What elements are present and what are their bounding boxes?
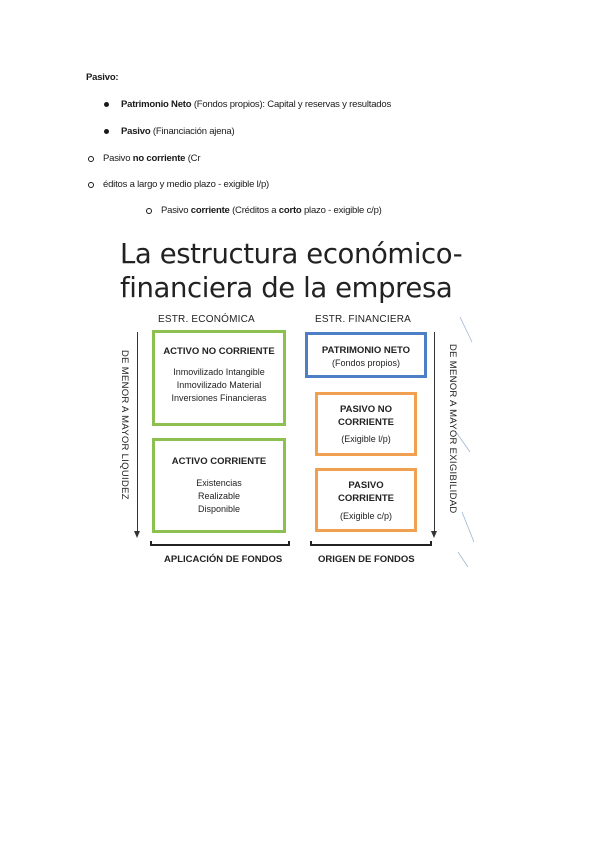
list-item-pasivo <box>121 126 234 137</box>
item-pre: Pasivo <box>103 153 133 164</box>
box-line: Existencias <box>196 478 242 488</box>
item-bold: Patrimonio Neto <box>121 99 192 110</box>
item-bold: corriente <box>190 205 230 216</box>
box-title: PATRIMONIO NETO <box>321 345 411 356</box>
left-arrow-line <box>137 332 138 532</box>
item-mid: (Créditos a <box>229 205 279 216</box>
brace-right <box>310 541 432 546</box>
arrow-down-icon <box>134 531 140 538</box>
box-title: PASIVO <box>348 480 384 491</box>
box-activo-no-corriente <box>152 330 286 426</box>
box-patrimonio-neto <box>305 332 427 378</box>
item-bold: no corriente <box>132 153 186 164</box>
box-title: ACTIVO CORRIENTE <box>171 456 267 467</box>
item-rest: (Financiación ajena) <box>150 126 235 137</box>
bullet-ring-icon <box>88 182 94 188</box>
box-line: (Fondos propios) <box>331 358 401 368</box>
list-item-patrimonio <box>121 99 391 110</box>
bullet-ring-icon <box>146 208 152 214</box>
item-pre: Pasivo <box>161 205 191 216</box>
bullet-dot-icon <box>104 129 109 134</box>
box-line: Realizable <box>197 491 241 501</box>
box-title: ACTIVO NO CORRIENTE <box>163 346 275 357</box>
box-line: Inmovilizado Material <box>176 380 262 390</box>
box-pasivo-corriente <box>315 468 417 532</box>
header-financiera: ESTR. FINANCIERA <box>315 314 411 325</box>
item-rest: (Fondos propios): Capital y reservas y resultados <box>191 99 391 110</box>
list-item-creditos: éditos a largo y medio plazo - exigible l/p) <box>103 179 269 190</box>
footer-origen: ORIGEN DE FONDOS <box>318 554 415 565</box>
item-bold: corto <box>278 205 302 216</box>
side-text-exigibilidad: DE MENOR A MAYOR EXIGIBILIDAD <box>447 344 458 514</box>
box-title: CORRIENTE <box>338 493 394 504</box>
box-line: (Exigible c/p) <box>339 511 393 521</box>
pasivo-heading: Pasivo: <box>86 72 119 83</box>
box-line: Inversiones Financieras <box>171 393 267 403</box>
list-item-corriente <box>161 205 382 216</box>
brace-left <box>150 541 290 546</box>
box-line: Disponible <box>197 504 241 514</box>
item-bold: Pasivo <box>121 126 151 137</box>
item-rest: plazo - exigible c/p) <box>301 205 382 216</box>
item-rest: (Cr <box>185 153 201 164</box>
side-text-liquidez: DE MENOR A MAYOR LIQUIDEZ <box>119 350 130 500</box>
box-line: (Exigible l/p) <box>341 434 391 444</box>
list-item-no-corriente <box>103 153 200 164</box>
structure-figure <box>112 232 476 572</box>
bullet-ring-icon <box>88 156 94 162</box>
box-title: CORRIENTE <box>338 417 394 428</box>
box-activo-corriente <box>152 438 286 533</box>
bullet-dot-icon <box>104 102 109 107</box>
box-pasivo-no-corriente <box>315 392 417 456</box>
footer-aplicacion: APLICACIÓN DE FONDOS <box>164 554 283 565</box>
header-economica: ESTR. ECONÓMICA <box>158 314 255 325</box>
figure-title-line1: La estructura económico- <box>120 238 463 270</box>
right-arrow-line <box>434 332 435 532</box>
box-title: PASIVO NO <box>339 404 393 415</box>
arrow-down-icon <box>431 531 437 538</box>
figure-title-line2: financiera de la empresa <box>120 272 453 304</box>
box-line: Inmovilizado Intangible <box>173 367 265 377</box>
